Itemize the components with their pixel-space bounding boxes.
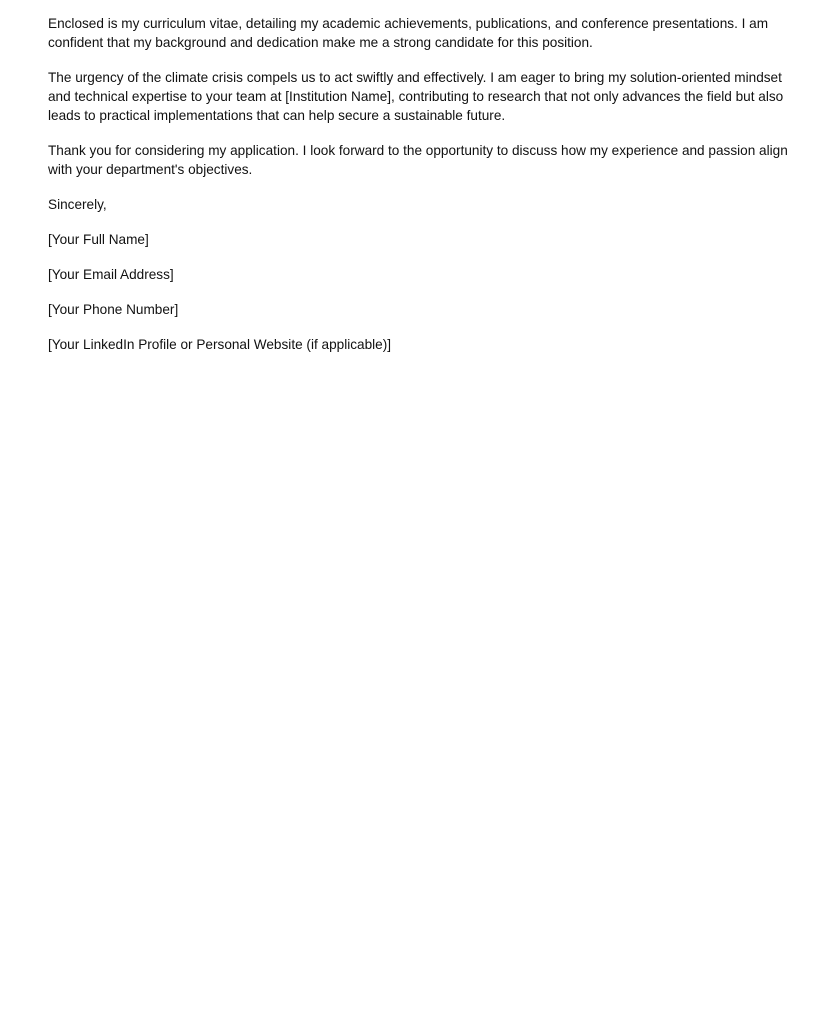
paragraph-cv-enclosed: Enclosed is my curriculum vitae, detailing my academic achievements, publications, and conference presentations. I am confident that my background and dedication make me a strong candidate for this position. [48,16,769,50]
signature-profile-link: [Your LinkedIn Profile or Personal Website (if applicable)] [48,337,392,352]
signature-email: [Your Email Address] [48,267,174,282]
signature-phone: [Your Phone Number] [48,302,179,317]
paragraph-climate-urgency: The urgency of the climate crisis compels us to act swiftly and effectively. I am eager to bring my solution-oriented mindset and technical expertise to your team at [Institution Name], contributing to research that not only advances the field but also leads to practical implementations that can help secure a sustainable future. [48,70,784,123]
letter-body [48,14,808,370]
closing-salutation: Sincerely, [48,197,107,212]
signature-full-name: [Your Full Name] [48,232,149,247]
paragraph-thank-you: Thank you for considering my application. I look forward to the opportunity to discuss how my experience and passion align with your department's objectives. [48,143,788,177]
